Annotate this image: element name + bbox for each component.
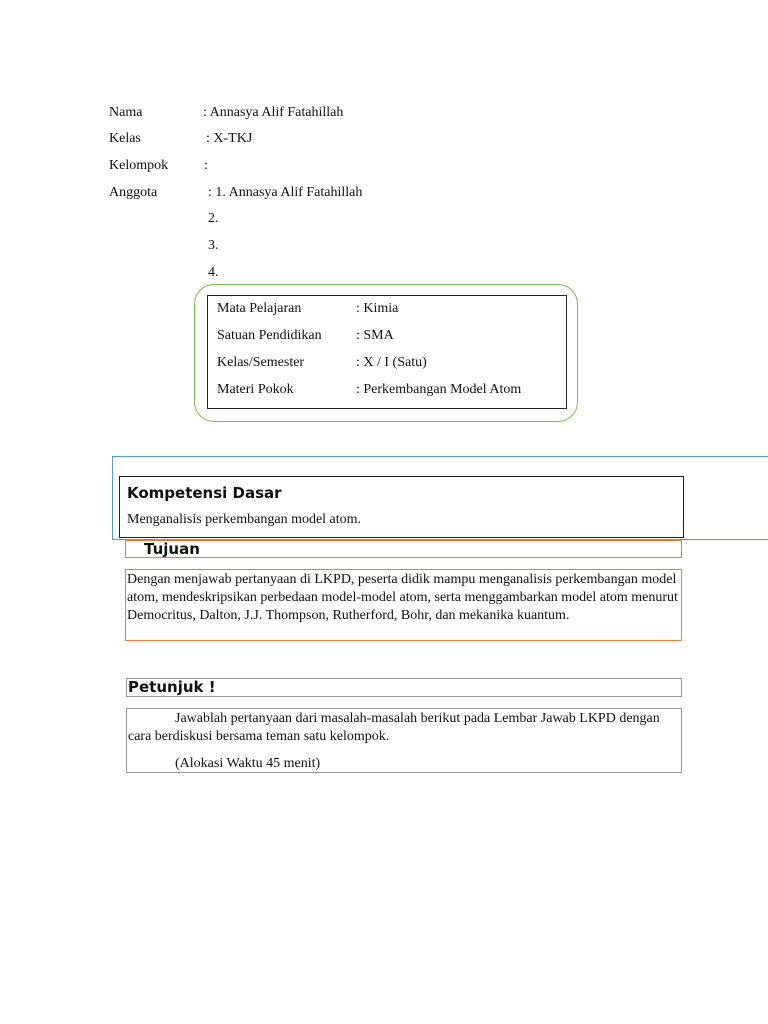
info-key: Mata Pelajaran <box>217 301 302 316</box>
tujuan-text: Dengan menjawab pertanyaan di LKPD, peserta didik mampu menganalisis perkembangan model atom, mendeskripsikan perbedaan model-model atom, serta menggambarkan model atom menurut Democritus, Dalton, J.J. Thompson, Rutherford, Bohr, dan mekanika kuantum. <box>127 572 678 623</box>
group-label: Kelompok <box>109 158 169 173</box>
info-value: : SMA <box>356 328 394 343</box>
members-label: Anggota <box>109 185 158 200</box>
info-box <box>207 295 567 409</box>
info-value: : Perkembangan Model Atom <box>356 382 522 397</box>
petunjuk-time-note: (Alokasi Waktu 45 menit) <box>175 756 321 771</box>
info-key: Kelas/Semester <box>217 355 305 370</box>
tujuan-header <box>125 540 682 558</box>
class-label: Kelas <box>109 131 141 146</box>
member-item-4: 4. <box>208 265 219 280</box>
kompetensi-title: Kompetensi Dasar <box>127 484 282 502</box>
info-value: : Kimia <box>356 301 399 316</box>
petunjuk-box <box>126 708 682 773</box>
member-item-2: 2. <box>208 211 219 226</box>
kompetensi-box <box>119 476 684 538</box>
petunjuk-header <box>126 678 682 697</box>
group-value: : <box>204 158 208 173</box>
name-label: Nama <box>109 105 143 120</box>
info-key: Satuan Pendidikan <box>217 328 322 343</box>
info-value: : X / I (Satu) <box>356 355 427 370</box>
kompetensi-text: Menganalisis perkembangan model atom. <box>127 512 362 527</box>
tujuan-box <box>125 569 682 641</box>
name-value: : Annasya Alif Fatahillah <box>203 105 344 120</box>
info-key: Materi Pokok <box>217 382 294 397</box>
class-value: : X-TKJ <box>206 131 253 146</box>
tujuan-title: Tujuan <box>144 540 200 558</box>
member-item-3: 3. <box>208 238 219 253</box>
member-item-1: : 1. Annasya Alif Fatahillah <box>208 185 363 200</box>
petunjuk-text: Jawablah pertanyaan dari masalah-masalah berikut pada Lembar Jawab LKPD dengan cara berdiskusi bersama teman satu kelompok. <box>128 711 660 744</box>
petunjuk-title: Petunjuk ! <box>128 678 216 696</box>
